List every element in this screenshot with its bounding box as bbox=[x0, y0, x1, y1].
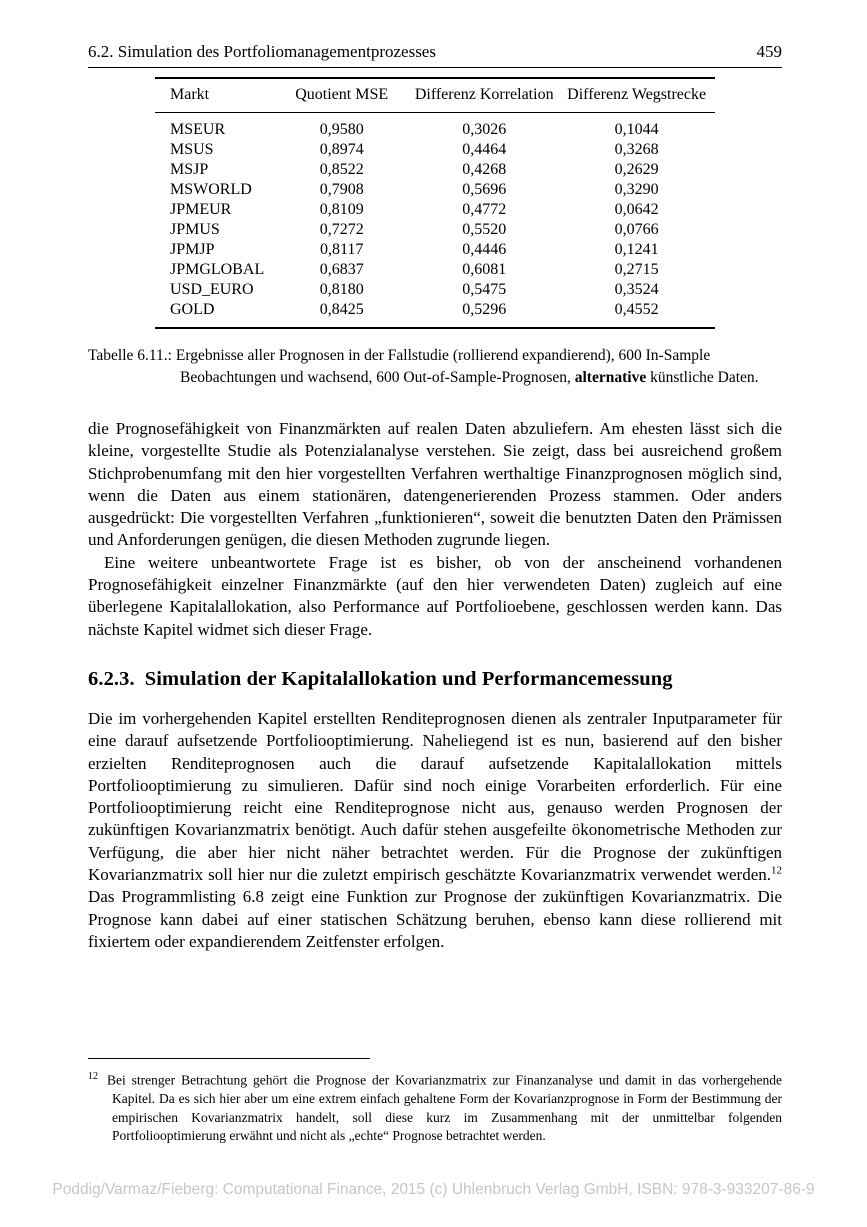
cell-quotient-mse: 0,8974 bbox=[319, 141, 364, 158]
cell-quotient-mse: 0,8522 bbox=[319, 161, 364, 178]
table-header-row bbox=[155, 78, 715, 113]
page-content bbox=[88, 0, 782, 953]
section-heading bbox=[88, 668, 782, 691]
cell-quotient-mse: 0,8117 bbox=[319, 241, 364, 258]
cell-markt: GOLD bbox=[170, 301, 215, 318]
cell-differenz-korrelation: 0,6081 bbox=[462, 261, 507, 278]
cell-quotient-mse: 0,7908 bbox=[319, 181, 364, 198]
cell-markt: MSJP bbox=[170, 161, 209, 178]
column-header-differenz-wegstrecke: Differenz Wegstrecke bbox=[558, 78, 715, 113]
cell-markt: MSUS bbox=[170, 141, 214, 158]
copyright-footer: Poddig/Varmaz/Fieberg: Computational Finance, 2015 (c) Uhlenbruch Verlag GmbH, ISBN: 978-3-933207-86-9 bbox=[52, 1181, 815, 1198]
body-paragraph-1: die Prognosefähigkeit von Finanzmärkten auf realen Daten abzuliefern. Am ehesten lässt sich die kleine, vorgestellte Studie als Potenzialanalyse verstehen. Sie zeigt, dass bei ausreichend großem Stichprobenumfang mit den hier vorgestellten Verfahren werthaltige Finanzprognosen möglich sind, wenn die Daten aus einem stationären, datengenerierenden Prozess stammen. Oder anders ausgedrückt: Die vorgestellten Verfahren „funktionieren“, soweit die benutzten Daten den Prämissen und Anforderungen genügen, die diesen Methoden zugrunde liegen. bbox=[88, 419, 782, 550]
table-caption bbox=[88, 345, 782, 388]
table-caption-text-end: künstliche Daten. bbox=[646, 368, 759, 386]
cell-differenz-wegstrecke: 0,0766 bbox=[614, 221, 659, 238]
cell-differenz-korrelation: 0,5520 bbox=[462, 221, 507, 238]
results-table-wrap bbox=[88, 77, 782, 329]
footnote-rule bbox=[88, 1058, 370, 1059]
body-paragraph-2: Eine weitere unbeantwortete Frage ist es bisher, ob von der anscheinend vorhandenen Prognosefähigkeit einzelner Finanzmärkte (auf den hier verwendeten Daten) zugleich auf eine überlegene Kapitalallokation, also Performance auf Portfolioebene, geschlossen werden kann. Das nächste Kapitel widmet sich dieser Frage. bbox=[88, 552, 782, 639]
column-header-markt: Markt bbox=[155, 78, 273, 113]
footnote-12 bbox=[88, 1068, 782, 1146]
cell-differenz-wegstrecke: 0,2715 bbox=[614, 261, 659, 278]
results-table-body bbox=[155, 113, 715, 329]
cell-differenz-wegstrecke: 0,1241 bbox=[614, 241, 659, 258]
footnote-marker-12: 12 bbox=[88, 1071, 98, 1082]
table-row bbox=[155, 300, 715, 328]
cell-differenz-korrelation: 0,4268 bbox=[462, 161, 507, 178]
cell-differenz-korrelation: 0,4464 bbox=[462, 141, 507, 158]
footnote-reference-12: 12 bbox=[771, 864, 782, 877]
cell-differenz-wegstrecke: 0,1044 bbox=[614, 121, 659, 138]
table-row bbox=[155, 260, 715, 280]
running-head bbox=[88, 42, 782, 68]
cell-differenz-wegstrecke: 0,0642 bbox=[614, 201, 659, 218]
table-row bbox=[155, 240, 715, 260]
cell-differenz-wegstrecke: 0,4552 bbox=[614, 301, 659, 318]
column-header-quotient-mse: Quotient MSE bbox=[273, 78, 410, 113]
cell-differenz-korrelation: 0,4446 bbox=[462, 241, 507, 258]
table-row bbox=[155, 140, 715, 160]
table-row bbox=[155, 220, 715, 240]
table-row bbox=[155, 160, 715, 180]
paragraph-3-text-end: Das Programmlisting 6.8 zeigt eine Funktion zur Prognose der zukünftigen Kovarianzmatrix. Die Prognose kann dabei auf einer statischen Schätzung beruhen, ebenso kann diese rollierend mit fixiertem oder expandierendem Zeitfenster erfolgen. bbox=[88, 887, 782, 951]
cell-differenz-wegstrecke: 0,2629 bbox=[614, 161, 659, 178]
table-caption-bold-word: alternative bbox=[574, 368, 647, 386]
cell-differenz-korrelation: 0,3026 bbox=[462, 121, 507, 138]
cell-markt: JPMUS bbox=[170, 221, 220, 238]
cell-quotient-mse: 0,6837 bbox=[319, 261, 364, 278]
cell-markt: MSEUR bbox=[170, 121, 226, 138]
cell-differenz-korrelation: 0,5475 bbox=[462, 281, 507, 298]
body-paragraph-3 bbox=[88, 708, 782, 953]
cell-markt: JPMEUR bbox=[170, 201, 232, 218]
cell-markt: JPMGLOBAL bbox=[170, 261, 265, 278]
table-caption-text: Ergebnisse aller Prognosen in der Fallstudie (rollierend expandierend), 600 In-Sample Beobachtungen und wachsend, 600 Out-of-Sample-Prognosen, bbox=[172, 347, 711, 386]
paragraph-3-text: Die im vorhergehenden Kapitel erstellten Renditeprognosen dienen als zentraler Inputparameter für eine darauf aufsetzende Portfoliooptimierung. Naheliegend ist es nun, basierend auf den bisher erzielten Renditeprognosen auch die darauf aufsetzende Kapitalallokation mittels Portfoliooptimierung zu simulieren. Dafür sind noch einige Vorarbeiten erforderlich. Für eine Portfoliooptimierung reicht eine Renditeprognose nicht aus, genauso werden Prognosen der zukünftigen Kovarianzmatrix benötigt. Auch dafür stehen ausgefeilte ökonometrische Methoden zur Verfügung, die aber hier nicht näher betrachtet werden. Für die Prognose der zukünftigen Kovarianzmatrix soll hier nur die zuletzt empirisch geschätzte Kovarianzmatrix verwendet werden. bbox=[88, 708, 782, 885]
section-heading-title: Simulation der Kapitalallokation und Performancemessung bbox=[144, 667, 673, 690]
page-number: 459 bbox=[756, 42, 782, 61]
cell-differenz-korrelation: 0,4772 bbox=[462, 201, 507, 218]
cell-differenz-wegstrecke: 0,3290 bbox=[614, 181, 659, 198]
table-row bbox=[155, 280, 715, 300]
section-heading-number: 6.2.3. bbox=[88, 667, 135, 690]
cell-quotient-mse: 0,8180 bbox=[319, 281, 364, 298]
cell-quotient-mse: 0,8109 bbox=[319, 201, 364, 218]
cell-differenz-korrelation: 0,5696 bbox=[462, 181, 507, 198]
cell-markt: MSWORLD bbox=[170, 181, 252, 198]
results-table bbox=[155, 77, 715, 329]
results-table-header bbox=[155, 78, 715, 113]
cell-markt: USD_EURO bbox=[170, 281, 254, 298]
footnote-block bbox=[88, 1058, 782, 1146]
table-row bbox=[155, 180, 715, 200]
running-head-section-title: 6.2. Simulation des Portfoliomanagementprozesses bbox=[88, 42, 436, 61]
cell-differenz-korrelation: 0,5296 bbox=[462, 301, 507, 318]
table-row bbox=[155, 200, 715, 220]
cell-differenz-wegstrecke: 0,3268 bbox=[614, 141, 659, 158]
cell-differenz-wegstrecke: 0,3524 bbox=[614, 281, 659, 298]
table-row bbox=[155, 113, 715, 141]
column-header-differenz-korrelation: Differenz Korrelation bbox=[410, 78, 558, 113]
cell-markt: JPMJP bbox=[170, 241, 215, 258]
cell-quotient-mse: 0,9580 bbox=[319, 121, 364, 138]
cell-quotient-mse: 0,7272 bbox=[319, 221, 364, 238]
footnote-12-text: Bei strenger Betrachtung gehört die Prognose der Kovarianzmatrix zur Finanzanalyse und damit in das vorhergehende Kapitel. Da es sich hier aber um eine extrem einfach gehaltene Form der Kovarianzprognose in Form der Bestimmung der empirischen Kovarianzmatrix handelt, soll diese kurz im Zusammenhang mit der unmittelbar folgenden Portfoliooptimierung erwähnt und nicht als „echte“ Prognose betrachtet werden. bbox=[107, 1072, 782, 1144]
cell-quotient-mse: 0,8425 bbox=[319, 301, 364, 318]
table-caption-label: Tabelle 6.11.: bbox=[88, 347, 172, 364]
